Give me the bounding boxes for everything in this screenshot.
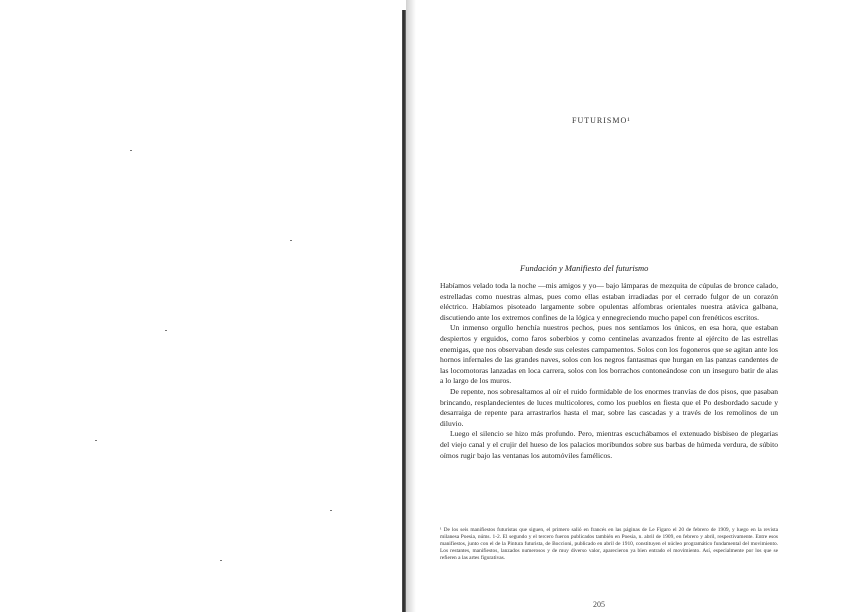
- footnote: ¹ De los seis manifiestos futuristas que siguen, el primero salió en francés en las páginas de Le Figaro el 20 de febrero de 1909, y luego en la revista milanesa Poesia, núms. 1-2. El segundo y el tercero fueron publicados también en Poesia, n. abril de 1909, en febrero y abril, respectivamente. Entre esos manifiestos, junto con el de la Pintura futurista, de Boccioni, publicado en abril de 1910, constituyen el núcleo programático fundamental del movimiento. Los restantes, manifiestos, lanzados numerosos y de muy diverso valor, aparecieron ya bien entrado el movimiento. Así, especialmente por los que se refieren a las artes figurativas.: [440, 527, 778, 561]
- paper-speck: [165, 330, 167, 331]
- paper-speck: [220, 560, 222, 561]
- paragraph: Habíamos velado toda la noche —mis amigos y yo— bajo lámparas de mezquita de cúpulas de bronce calado, estrelladas como nuestras almas, pues como ellas estaban irradiadas por el cerrado fulgor de un corazón eléctrico. Habíamos pisoteado largamente sobre opulentas alfombras orientales nuestra atávica galbana, discutiendo ante los extremos confines de la lógica y ennegreciendo mucho papel con frenéticos escritos.: [440, 281, 778, 322]
- left-blank-page: [0, 0, 404, 612]
- paper-speck: [95, 440, 97, 441]
- section-title: FUTURISMO¹: [572, 116, 631, 125]
- paper-speck: [290, 240, 292, 241]
- paragraph: Luego el silencio se hizo más profundo. Pero, mientras escuchábamos el extenuado bisbiseo de plegarias del viejo canal y el crujir del hueso de los palacios moribundos sobre sus barbas de húmeda verdura, de súbito oímos rugir bajo las ventanas los automóviles famélicos.: [440, 429, 778, 460]
- article-heading: Fundación y Manifiesto del futurismo: [520, 263, 649, 273]
- paragraph: De repente, nos sobresaltamos al oír el ruido formidable de los enormes tranvías de dos pisos, que pasaban brincando, resplandecientes de luces multicolores, como los pueblos en fiesta que el Po desbordado sacude y desarraiga de repente para arrastrarlos hasta el mar, sobre las cascadas y a través de los remolinos de un diluvio.: [440, 386, 778, 428]
- paragraph: Un inmenso orgullo henchía nuestros pechos, pues nos sentíamos los únicos, en esa hora, que estaban despiertos y erguidos, como faros soberbios y como centinelas avanzados frente al ejército de las estrellas enemigas, que nos observaban desde sus celestes campamentos. Solos con los fogoneros que se agitan ante los hornos infernales de las grandes naves, solos con los negros fantasmas que hurgan en las panzas candentes de las locomotoras lanzadas en loca carrera, solos con los borrachos contoneándose con un inseguro batir de alas a lo largo de los muros.: [440, 323, 778, 386]
- paper-speck: [330, 510, 332, 511]
- spine-shadow: [406, 0, 416, 612]
- paper-speck: [130, 150, 132, 151]
- page-number: 205: [593, 600, 605, 609]
- body-text: [440, 281, 778, 461]
